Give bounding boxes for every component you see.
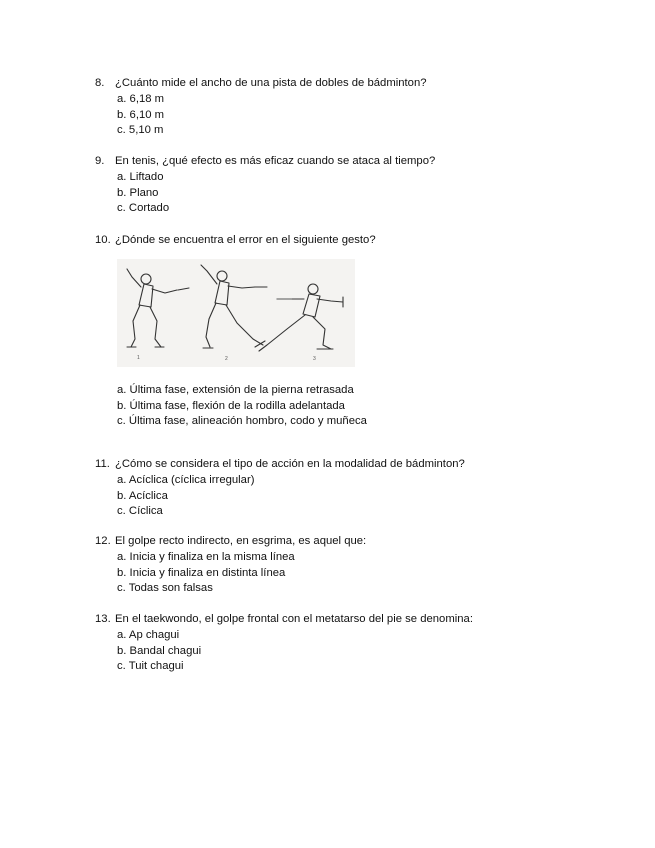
question-number: 8. [95,77,105,89]
question-stem [95,76,615,91]
question-number: 12. [95,535,111,547]
figure-label-3: 3 [313,356,316,362]
question-number: 9. [95,155,105,167]
question-11 [95,457,615,520]
question-13 [95,612,615,675]
question-stem [95,534,615,549]
option-a: a. Acíclica (cíclica irregular) [117,474,255,486]
option-c: c. Última fase, alineación hombro, codo y muñeca [117,415,367,428]
option-a: a. Inicia y finaliza en la misma línea [117,551,295,563]
question-text: El golpe recto indirecto, en esgrima, es aquel que: [115,535,367,547]
figure-label-1: 1 [137,355,140,361]
question-12 [95,534,615,597]
option-b: b. Última fase, flexión de la rodilla adelantada [117,399,345,412]
option-list [117,170,615,217]
figure-label-2: 2 [225,356,228,362]
option-a: a. Ap chagui [117,629,180,641]
fencing-lunge-figure [117,259,355,367]
option-list [117,473,615,520]
option-a: a. Última fase, extensión de la pierna retrasada [117,384,354,396]
fencing-lunge-illustration [117,259,355,367]
question-text: En el taekwondo, el golpe frontal con el metatarso del pie se denomina: [115,613,473,625]
question-10 [95,233,615,430]
question-stem [95,154,615,169]
option-c: c. Todas son falsas [117,582,213,595]
option-b: b. Plano [117,186,159,199]
option-b: b. 6,10 m [117,108,165,121]
option-a: a. 6,18 m [117,93,165,105]
question-9 [95,154,615,217]
option-list [117,550,615,597]
question-text: ¿Dónde se encuentra el error en el siguiente gesto? [115,234,376,246]
option-c: c. 5,10 m [117,124,164,137]
question-text: ¿Cuánto mide el ancho de una pista de dobles de bádminton? [115,77,427,89]
option-a: a. Liftado [117,171,164,183]
option-c: c. Cortado [117,202,170,215]
option-b: b. Acíclica [117,489,168,502]
question-text: En tenis, ¿qué efecto es más eficaz cuando se ataca al tiempo? [115,155,436,167]
question-stem [95,457,615,472]
option-c: c. Cíclica [117,505,163,518]
option-c: c. Tuit chagui [117,660,184,673]
question-stem [95,612,615,627]
question-8 [95,76,615,139]
question-number: 11. [95,458,110,470]
question-stem [95,233,615,248]
option-list [117,628,615,675]
option-list [117,92,615,139]
option-b: b. Bandal chagui [117,644,202,657]
option-list [117,383,615,430]
option-b: b. Inicia y finaliza en distinta línea [117,566,286,579]
question-number: 13. [95,613,111,625]
question-text: ¿Cómo se considera el tipo de acción en la modalidad de bádminton? [115,458,465,470]
question-number: 10. [95,234,111,246]
